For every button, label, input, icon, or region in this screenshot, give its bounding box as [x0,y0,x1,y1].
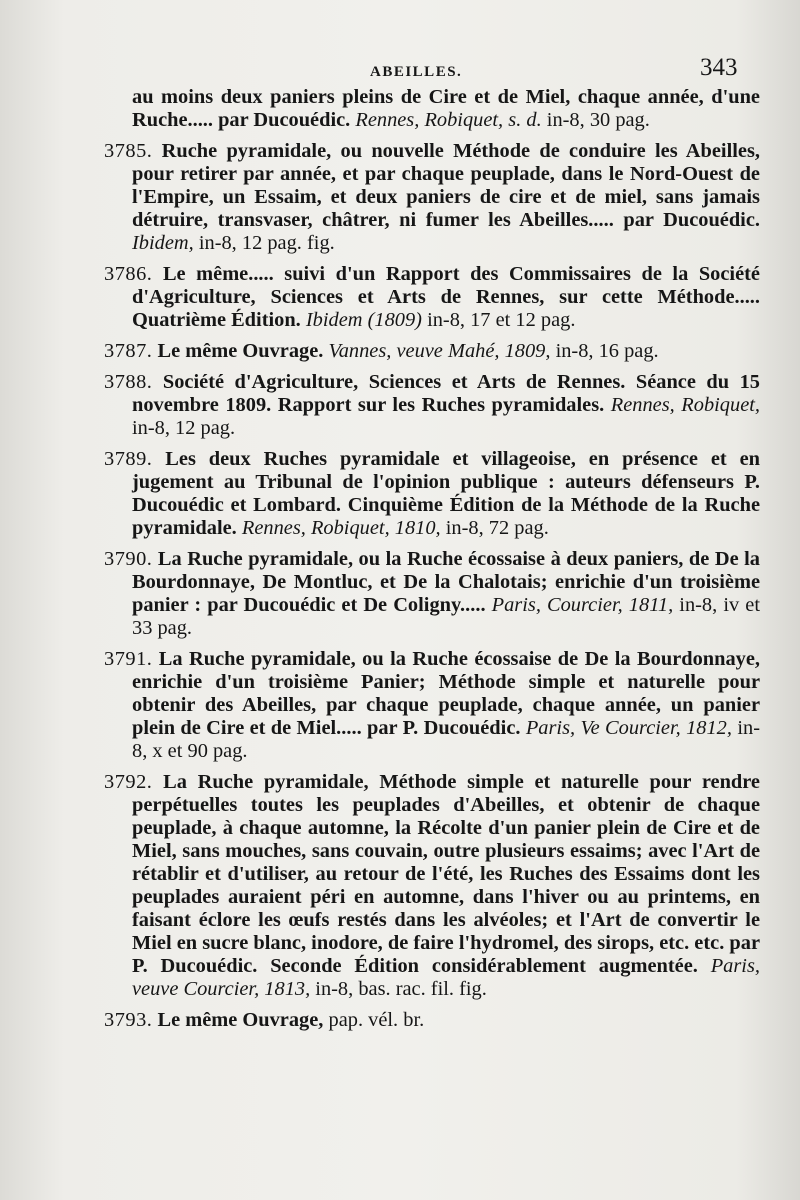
entry-title: Le même..... suivi d'un Rapport des Commissaires de la Société d'Agriculture, Sciences et Arts de Rennes, sur cette Méthode..... Quatrième Édition. [132,263,760,331]
entry-details: in-8, iv et 33 pag. [132,594,760,639]
entry-title: Le même Ouvrage. [152,340,324,362]
entry-details: in-8, 12 pag. fig. [193,232,335,254]
entry-imprint: Vannes, veuve Mahé, 1809, [323,340,551,362]
entry-imprint: Rennes, Robiquet, 1810, [236,517,441,539]
bibliography-entry [104,140,760,255]
entry-imprint: Paris, veuve Courcier, 1813, [132,955,760,1000]
entry-number: 3793. [104,1009,153,1031]
bibliography-entry [104,771,760,1001]
entry-title: La Ruche pyramidale, Méthode simple et naturelle pour rendre perpétuelles toutes les peuplades d'Abeilles, et obtenir de chaque peuplade, à chaque automne, la Récolte d'un panier plein de Cire et de Miel, sans mouches, sans couvain, outre plusieurs essaims; avec l'Art de rétablir et d'utiliser, au retour de l'été, les Ruches des Essaims dont les peuplades auraient péri en automne, dans l'hiver ou au printems, en faisant éclore les œufs restés dans les alvéoles; et l'Art de convertir le Miel en sucre blanc, inodore, de faire l'hydromel, des sirops, etc. etc. par P. Ducouédic. Seconde Édition considérablement augmentée. [132,771,760,977]
entry-imprint: Rennes, Robiquet, [604,394,761,416]
entry-title: Les deux Ruches pyramidale et villageoise, en présence et en jugement au Tribunal de l'opinion publique : auteurs défenseurs P. Ducouédic et Lombard. Cinquième Édition de la Méthode de la Ruche pyramidale. [132,448,760,539]
entry-imprint: Rennes, Robiquet, s. d. [350,109,542,131]
bibliography-entry [104,371,760,440]
bibliography-entry [104,648,760,763]
bibliography-entry [104,448,760,540]
bibliography-entry [104,86,760,132]
entry-number: 3788. [104,371,153,393]
entry-number: 3792. [104,771,153,793]
entry-number: 3786. [104,263,153,285]
entry-title: Le même Ouvrage, [152,1009,324,1031]
entry-details: in-8, bas. rac. fil. fig. [310,978,487,1000]
entry-title: Ruche pyramidale, ou nouvelle Méthode de conduire les Abeilles, pour retirer par année, et par chaque peuplade, dans le Nord-Ouest de l'Empire, un Essaim, et deux paniers de cire et de miel, sans jamais détruire, transvaser, châtrer, ni fumer les Abeilles..... par Ducouédic. [132,140,760,231]
bibliography-entry [104,263,760,332]
entry-title: au moins deux paniers pleins de Cire et de Miel, chaque année, d'une Ruche..... par Ducouédic. [132,86,760,131]
entry-title: La Ruche pyramidale, ou la Ruche écossaise à deux paniers, de De la Bourdonnaye, De Montluc, et De la Chalotais; enrichie d'un troisième panier : par Ducouédic et De Coligny..... [132,548,760,616]
entry-title: Société d'Agriculture, Sciences et Arts de Rennes. Séance du 15 novembre 1809. Rapport sur les Ruches pyramidales. [132,371,760,416]
entry-number: 3790. [104,548,153,570]
entry-details: in-8, 72 pag. [440,517,549,539]
entry-details: in-8, x et 90 pag. [132,717,760,762]
bibliography-entry [104,1009,760,1032]
entry-imprint: Ibidem, [132,232,194,254]
bibliography-list [104,86,760,1040]
entry-details: in-8, 17 et 12 pag. [421,309,576,331]
bibliography-entry [104,548,760,640]
entry-imprint: Ibidem (1809) [300,309,422,331]
entry-number: 3789. [104,448,153,470]
entry-number: 3791. [104,648,153,670]
running-head: ABEILLES. [370,64,463,80]
entry-number: 3787. [104,340,153,362]
page-number: 343 [700,54,738,81]
entry-number: 3785. [104,140,153,162]
bibliography-entry [104,340,760,363]
entry-title: La Ruche pyramidale, ou la Ruche écossaise de De la Bourdonnaye, enrichie d'un troisième Panier; Méthode simple et naturelle pour obtenir des Abeilles, par chaque peuplade, chaque année, un panier plein de Cire et de Miel..... par P. Ducouédic. [132,648,760,739]
entry-details: in-8, 12 pag. [132,417,236,439]
page-header [0,52,800,84]
entry-imprint: Paris, Courcier, 1811, [485,594,674,616]
entry-details: in-8, 30 pag. [541,109,650,131]
entry-details: in-8, 16 pag. [550,340,659,362]
entry-imprint: Paris, Ve Courcier, 1812, [520,717,732,739]
entry-details: pap. vél. br. [323,1009,425,1031]
